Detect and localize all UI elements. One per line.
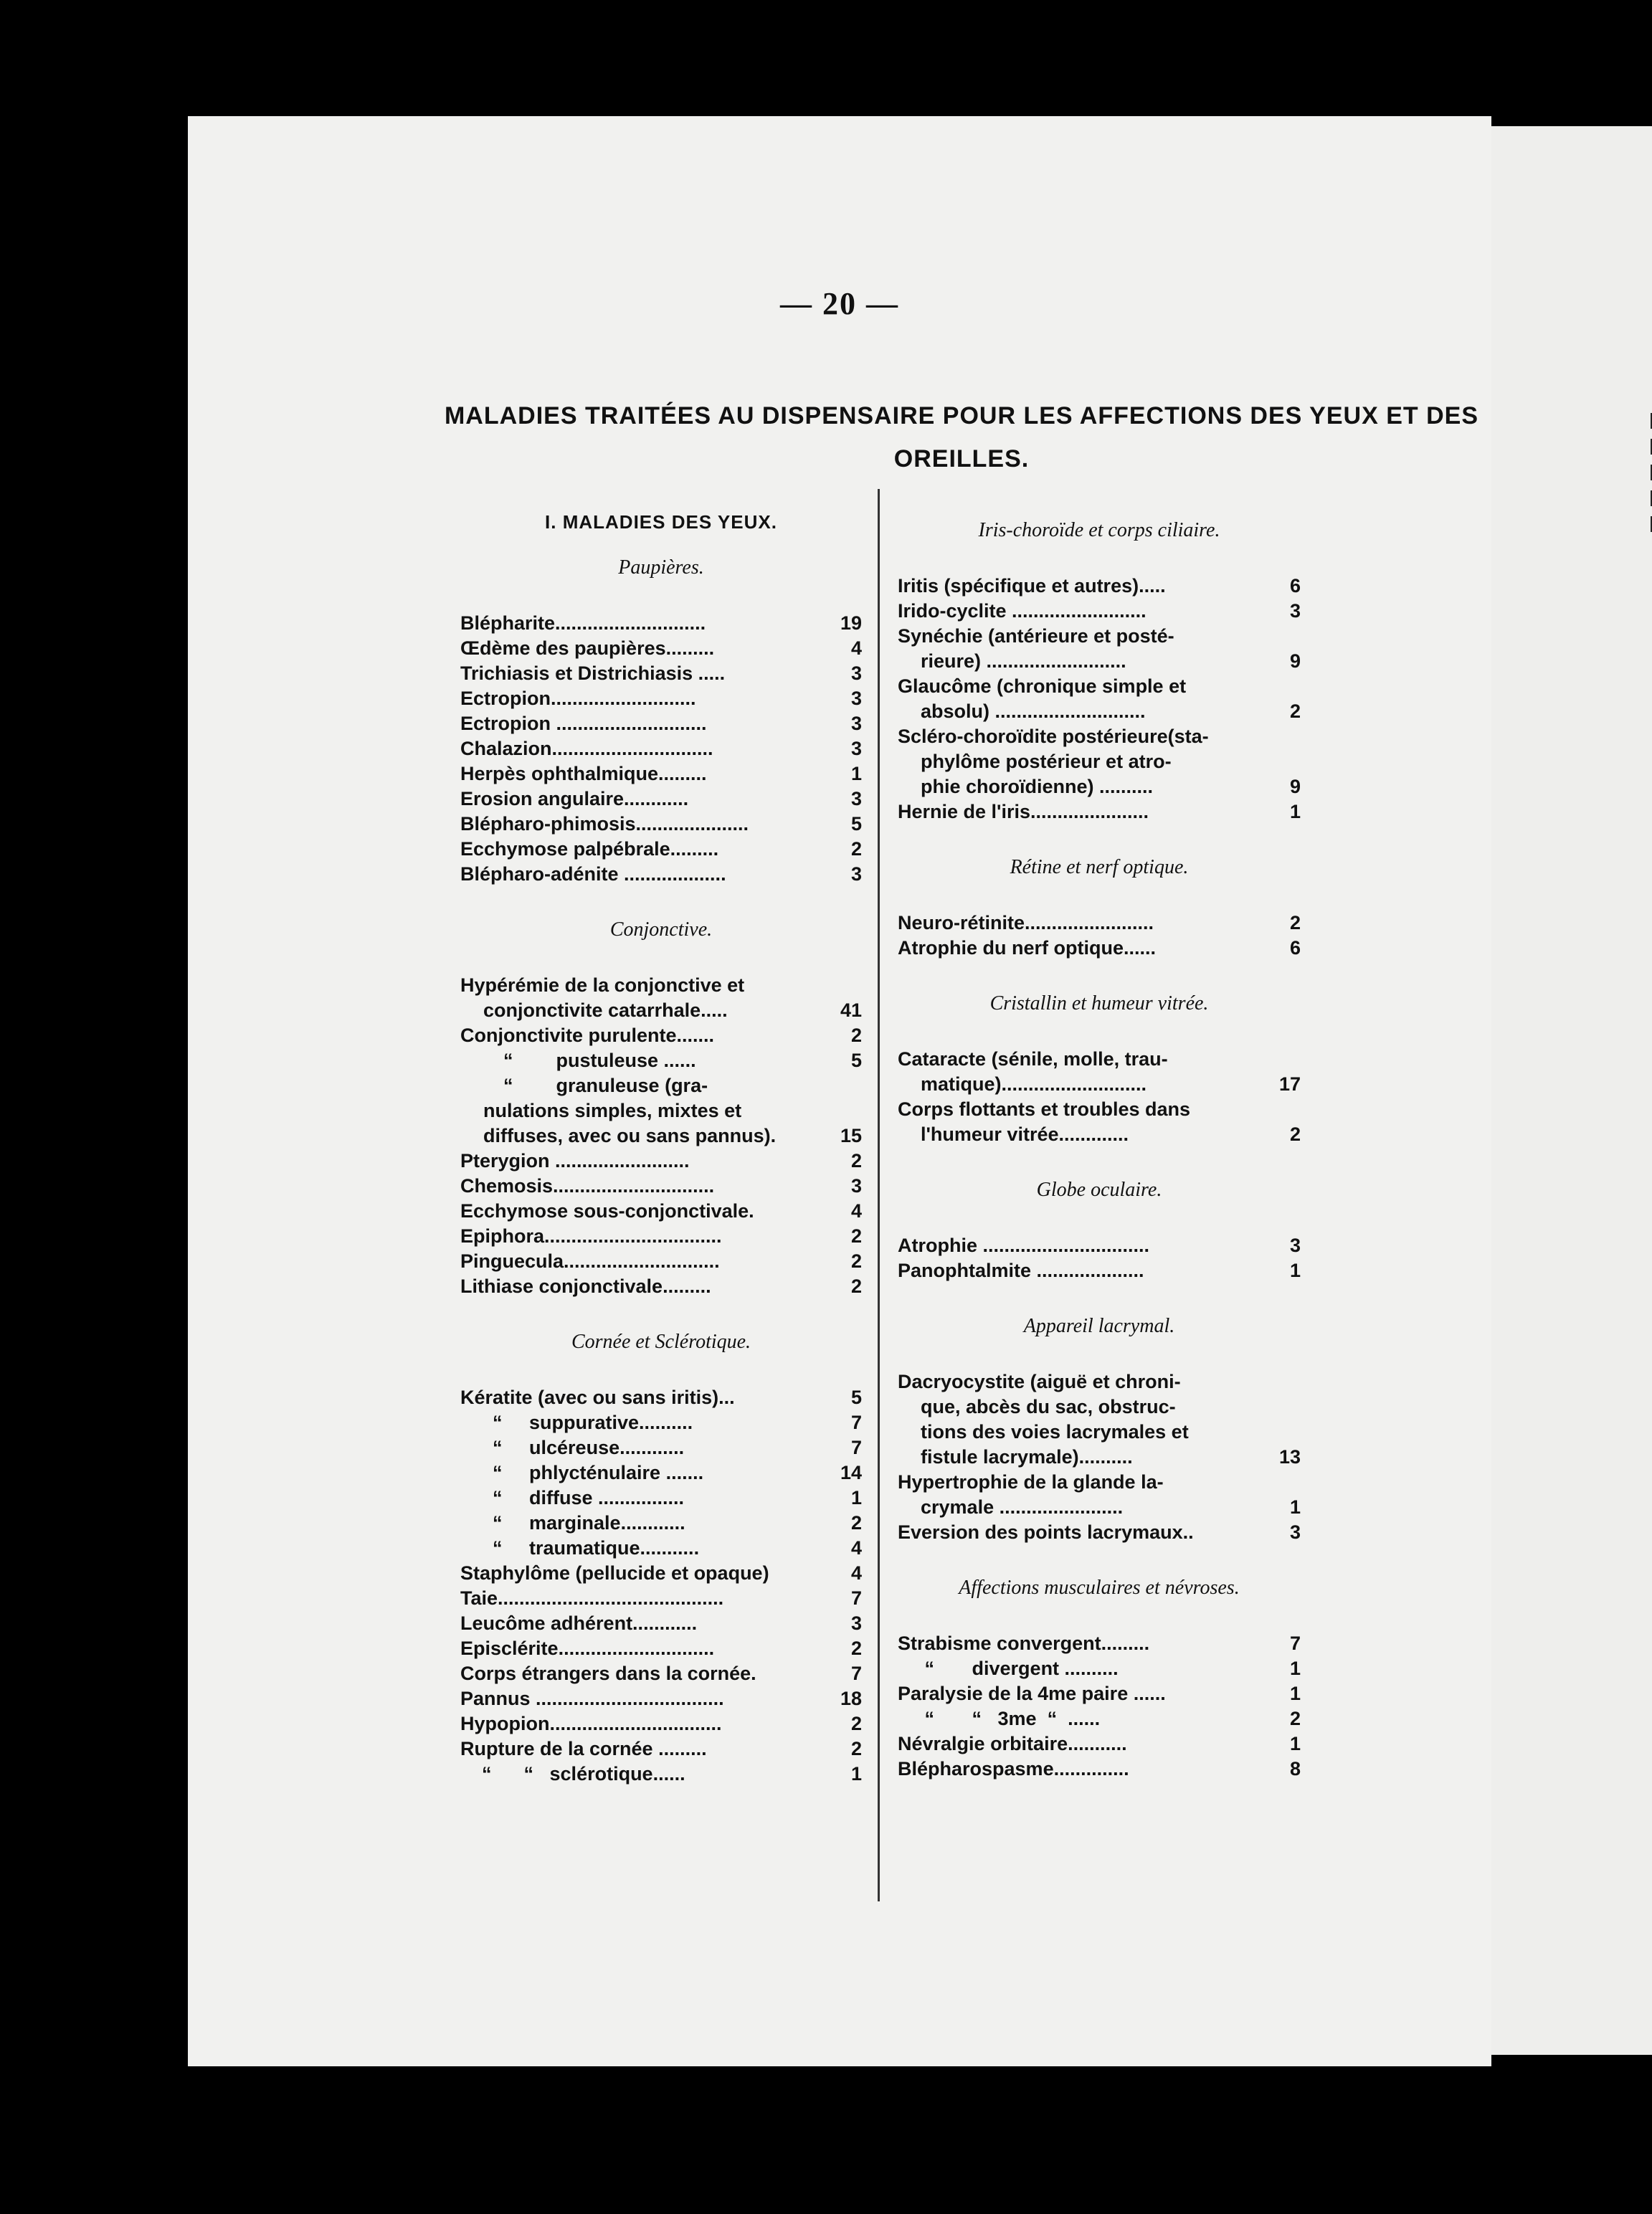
- list-item: [460, 973, 862, 998]
- list-item: [898, 749, 1301, 774]
- item-count: 3: [850, 688, 862, 709]
- item-label: Conjonctivite purulente.......: [460, 1025, 715, 1046]
- list-item: [460, 661, 862, 686]
- list-item: [898, 936, 1301, 961]
- item-count: 2: [850, 1512, 862, 1534]
- list-item: [898, 774, 1301, 799]
- item-label: Ecchymose palpébrale.........: [460, 838, 719, 860]
- item-label: rieure) ..........................: [921, 650, 1126, 672]
- item-label: Eversion des points lacrymaux..: [898, 1521, 1194, 1543]
- list-item: [898, 1631, 1301, 1656]
- list-item: [460, 1586, 862, 1611]
- item-label: Corps étrangers dans la cornée.: [460, 1663, 756, 1684]
- list-item: [898, 1445, 1301, 1470]
- item-label: Staphylôme (pellucide et opaque): [460, 1562, 769, 1584]
- item-count: 3: [1289, 1235, 1301, 1256]
- item-count: 1: [850, 1763, 862, 1785]
- item-count: 2: [1289, 912, 1301, 933]
- item-count: 1: [850, 763, 862, 784]
- list-item: [460, 1249, 862, 1274]
- item-label: Hypérémie de la conjonctive et: [460, 974, 745, 996]
- list-item: [898, 1233, 1301, 1258]
- item-count: 7: [850, 1663, 862, 1684]
- item-label: Herpès ophthalmique.........: [460, 763, 707, 784]
- item-count: 2: [850, 1713, 862, 1734]
- item-label: Iritis (spécifique et autres).....: [898, 575, 1166, 597]
- list-item: [460, 1149, 862, 1174]
- item-count: 1: [1289, 801, 1301, 822]
- item-count: 9: [1289, 776, 1301, 797]
- item-label: Œdème des paupières.........: [460, 637, 715, 659]
- left-column: [460, 503, 862, 1802]
- item-label: Neuro-rétinite........................: [898, 912, 1154, 933]
- item-label: Glaucôme (chronique simple et: [898, 675, 1187, 697]
- item-label: “ diffuse ................: [460, 1487, 685, 1509]
- item-label: Blépharo-phimosis.....................: [460, 813, 749, 835]
- right-column: [898, 503, 1301, 1797]
- list-item: [460, 837, 862, 862]
- item-label: nulations simples, mixtes et: [483, 1100, 742, 1121]
- item-count: 7: [850, 1587, 862, 1609]
- column-heading: I. MALADIES DES YEUX.: [545, 511, 777, 533]
- item-count: 1: [850, 1487, 862, 1509]
- item-count: 3: [1289, 1521, 1301, 1543]
- list-item: [460, 611, 862, 636]
- list-item: [898, 1656, 1301, 1681]
- item-label: “ phlycténulaire .......: [460, 1462, 704, 1483]
- item-count: 4: [850, 637, 862, 659]
- list-item: [460, 1410, 862, 1435]
- item-label: Chemosis..............................: [460, 1175, 715, 1197]
- item-label: “ ulcéreuse............: [460, 1437, 685, 1458]
- item-count: 2: [850, 1025, 862, 1046]
- section-heading: Cornée et Sclérotique.: [571, 1331, 751, 1353]
- section-heading: Appareil lacrymal.: [1023, 1315, 1175, 1337]
- item-count: 1: [1289, 1260, 1301, 1281]
- list-item: [460, 787, 862, 812]
- item-label: Corps flottants et troubles dans: [898, 1098, 1191, 1120]
- list-item: [460, 736, 862, 761]
- list-item: [898, 1047, 1301, 1072]
- list-item: [898, 1731, 1301, 1757]
- list-item: [460, 1511, 862, 1536]
- list-item: [898, 599, 1301, 624]
- item-label: “ suppurative..........: [460, 1412, 693, 1433]
- item-label: Atrophie ...............................: [898, 1235, 1150, 1256]
- item-label: Irido-cyclite .........................: [898, 600, 1147, 622]
- item-count: 2: [850, 838, 862, 860]
- section-heading: Affections musculaires et névroses.: [959, 1577, 1240, 1599]
- item-count: 6: [1289, 937, 1301, 959]
- item-label: crymale .......................: [921, 1496, 1124, 1518]
- list-item: [898, 799, 1301, 825]
- list-item: [460, 1023, 862, 1048]
- item-count: 5: [850, 813, 862, 835]
- item-count: 7: [1289, 1633, 1301, 1654]
- item-count: 3: [1289, 600, 1301, 622]
- list-item: [460, 1224, 862, 1249]
- list-item: [460, 1048, 862, 1073]
- list-item: [898, 1681, 1301, 1706]
- item-label: fistule lacrymale)..........: [921, 1446, 1133, 1468]
- item-count: 4: [850, 1537, 862, 1559]
- page-title: MALADIES TRAITÉES AU DISPENSAIRE POUR LES AFFECTIONS DES YEUX ET DES OREILLES.: [444, 402, 1479, 472]
- item-count: 8: [1289, 1758, 1301, 1780]
- list-item: [460, 1636, 862, 1661]
- item-count: 2: [850, 1225, 862, 1247]
- item-count: 3: [850, 738, 862, 759]
- list-item: [460, 1435, 862, 1460]
- item-label: phylôme postérieur et atro-: [921, 751, 1172, 772]
- list-item: [460, 862, 862, 887]
- item-label: “ divergent ..........: [898, 1658, 1119, 1679]
- item-label: Hernie de l'iris......................: [898, 801, 1149, 822]
- list-item: [460, 1611, 862, 1636]
- list-item: [898, 1420, 1301, 1445]
- document-page: [188, 116, 1491, 2066]
- section-heading: Cristallin et humeur vitrée.: [989, 992, 1209, 1015]
- item-label: Lithiase conjonctivale.........: [460, 1275, 711, 1297]
- item-label: Epiphora.................................: [460, 1225, 722, 1247]
- list-item: [460, 1123, 862, 1149]
- item-count: 41: [840, 999, 862, 1021]
- item-label: Ecchymose sous-conjonctivale.: [460, 1200, 754, 1222]
- item-count: 1: [1289, 1658, 1301, 1679]
- item-label: que, abcès du sac, obstruc-: [921, 1396, 1176, 1417]
- item-count: 2: [850, 1250, 862, 1272]
- item-count: 2: [850, 1738, 862, 1759]
- item-label: Pinguecula.............................: [460, 1250, 720, 1272]
- item-count: 3: [850, 1175, 862, 1197]
- item-count: 14: [840, 1462, 862, 1483]
- item-count: 7: [850, 1412, 862, 1433]
- item-count: 19: [840, 612, 862, 634]
- list-item: [460, 1711, 862, 1736]
- item-count: 2: [850, 1150, 862, 1172]
- list-item: [898, 1122, 1301, 1147]
- item-label: Pterygion .........................: [460, 1150, 690, 1172]
- list-item: [898, 1369, 1301, 1395]
- item-label: Hypertrophie de la glande la-: [898, 1471, 1164, 1493]
- list-item: [460, 1274, 862, 1299]
- item-label: “ pustuleuse ......: [460, 1050, 696, 1071]
- item-count: 5: [850, 1050, 862, 1071]
- item-label: Scléro-choroïdite postérieure(sta-: [898, 726, 1209, 747]
- list-item: [460, 1661, 862, 1686]
- item-label: “ “ 3me “ ......: [898, 1708, 1101, 1729]
- item-count: 2: [850, 1275, 862, 1297]
- list-item: [460, 1686, 862, 1711]
- item-count: 9: [1289, 650, 1301, 672]
- item-label: Cataracte (sénile, molle, trau-: [898, 1048, 1168, 1070]
- item-label: matique)...........................: [921, 1073, 1147, 1095]
- item-label: Strabisme convergent.........: [898, 1633, 1150, 1654]
- section-heading: Paupières.: [618, 556, 704, 579]
- item-label: Pannus ...................................: [460, 1688, 724, 1709]
- list-item: [460, 812, 862, 837]
- item-label: Ectropion ............................: [460, 713, 707, 734]
- list-item: [460, 1199, 862, 1224]
- item-count: 13: [1278, 1446, 1301, 1468]
- list-item: [460, 711, 862, 736]
- list-item: [898, 649, 1301, 674]
- list-item: [460, 1073, 862, 1098]
- item-label: Trichiasis et Districhiasis .....: [460, 662, 726, 684]
- list-item: [460, 1098, 862, 1123]
- column-divider: [878, 489, 880, 1901]
- section-heading: Iris-choroïde et corps ciliaire.: [978, 519, 1220, 541]
- list-item: [460, 1736, 862, 1762]
- list-item: [898, 699, 1301, 724]
- list-item: [898, 1258, 1301, 1283]
- list-item: [898, 1757, 1301, 1782]
- item-label: Chalazion..............................: [460, 738, 713, 759]
- item-label: Blépharo-adénite ...................: [460, 863, 726, 885]
- item-label: Blépharospasme..............: [898, 1758, 1129, 1780]
- list-item: [898, 1706, 1301, 1731]
- list-item: [898, 1520, 1301, 1545]
- item-count: 3: [850, 788, 862, 809]
- item-label: conjonctivite catarrhale.....: [483, 999, 728, 1021]
- item-label: Paralysie de la 4me paire ......: [898, 1683, 1166, 1704]
- section-heading: Conjonctive.: [609, 918, 713, 941]
- item-label: Kératite (avec ou sans iritis)...: [460, 1387, 735, 1408]
- item-label: “ “ sclérotique......: [460, 1763, 685, 1785]
- list-item: [460, 1561, 862, 1586]
- item-count: 2: [1289, 1123, 1301, 1145]
- item-label: Dacryocystite (aiguë et chroni-: [898, 1371, 1181, 1392]
- item-label: “ marginale............: [460, 1512, 685, 1534]
- item-label: Taie..........................................: [460, 1587, 724, 1609]
- list-item: [460, 1174, 862, 1199]
- item-label: Panophtalmite ....................: [898, 1260, 1144, 1281]
- item-count: 18: [840, 1688, 862, 1709]
- list-item: [460, 1486, 862, 1511]
- item-count: 4: [850, 1562, 862, 1584]
- item-label: Erosion angulaire............: [460, 788, 689, 809]
- item-label: Episclérite.............................: [460, 1638, 715, 1659]
- list-item: [898, 911, 1301, 936]
- list-item: [898, 1097, 1301, 1122]
- item-count: 6: [1289, 575, 1301, 597]
- item-label: Rupture de la cornée .........: [460, 1738, 707, 1759]
- item-label: l'humeur vitrée.............: [921, 1123, 1129, 1145]
- list-item: [460, 636, 862, 661]
- item-count: 7: [850, 1437, 862, 1458]
- item-label: Hypopion................................: [460, 1713, 722, 1734]
- item-label: phie choroïdienne) ..........: [921, 776, 1154, 797]
- list-item: [898, 624, 1301, 649]
- list-item: [460, 1385, 862, 1410]
- section-heading: Globe oculaire.: [1036, 1179, 1162, 1201]
- item-count: 3: [850, 713, 862, 734]
- list-item: [898, 574, 1301, 599]
- page-number: — 20 —: [780, 286, 899, 321]
- item-label: Ectropion...........................: [460, 688, 696, 709]
- item-count: 15: [840, 1125, 862, 1146]
- item-count: 2: [850, 1638, 862, 1659]
- item-label: “ traumatique...........: [460, 1537, 700, 1559]
- item-count: 17: [1278, 1073, 1301, 1095]
- list-item: [898, 1470, 1301, 1495]
- item-count: 5: [850, 1387, 862, 1408]
- item-count: 1: [1289, 1683, 1301, 1704]
- item-count: 3: [850, 662, 862, 684]
- list-item: [460, 1536, 862, 1561]
- item-label: Leucôme adhérent............: [460, 1612, 698, 1634]
- item-count: 1: [1289, 1496, 1301, 1518]
- item-label: Blépharite............................: [460, 612, 706, 634]
- item-label: “ granuleuse (gra-: [460, 1075, 708, 1096]
- section-heading: Rétine et nerf optique.: [1010, 856, 1189, 878]
- list-item: [898, 1072, 1301, 1097]
- list-item: [460, 761, 862, 787]
- list-item: [898, 674, 1301, 699]
- item-count: 3: [850, 863, 862, 885]
- list-item: [898, 1495, 1301, 1520]
- list-item: [460, 1762, 862, 1787]
- item-count: 2: [1289, 700, 1301, 722]
- item-label: absolu) ............................: [921, 700, 1146, 722]
- list-item: [460, 686, 862, 711]
- item-count: 2: [1289, 1708, 1301, 1729]
- item-label: Synéchie (antérieure et posté-: [898, 625, 1174, 647]
- list-item: [898, 1395, 1301, 1420]
- adjacent-page-edge: [1470, 126, 1652, 2055]
- item-count: 3: [850, 1612, 862, 1634]
- item-label: tions des voies lacrymales et: [921, 1421, 1189, 1443]
- item-label: Atrophie du nerf optique......: [898, 937, 1156, 959]
- list-item: [460, 998, 862, 1023]
- list-item: [460, 1460, 862, 1486]
- item-count: 1: [1289, 1733, 1301, 1754]
- item-label: diffuses, avec ou sans pannus).: [483, 1125, 777, 1146]
- item-label: Névralgie orbitaire...........: [898, 1733, 1127, 1754]
- list-item: [898, 724, 1301, 749]
- item-count: 4: [850, 1200, 862, 1222]
